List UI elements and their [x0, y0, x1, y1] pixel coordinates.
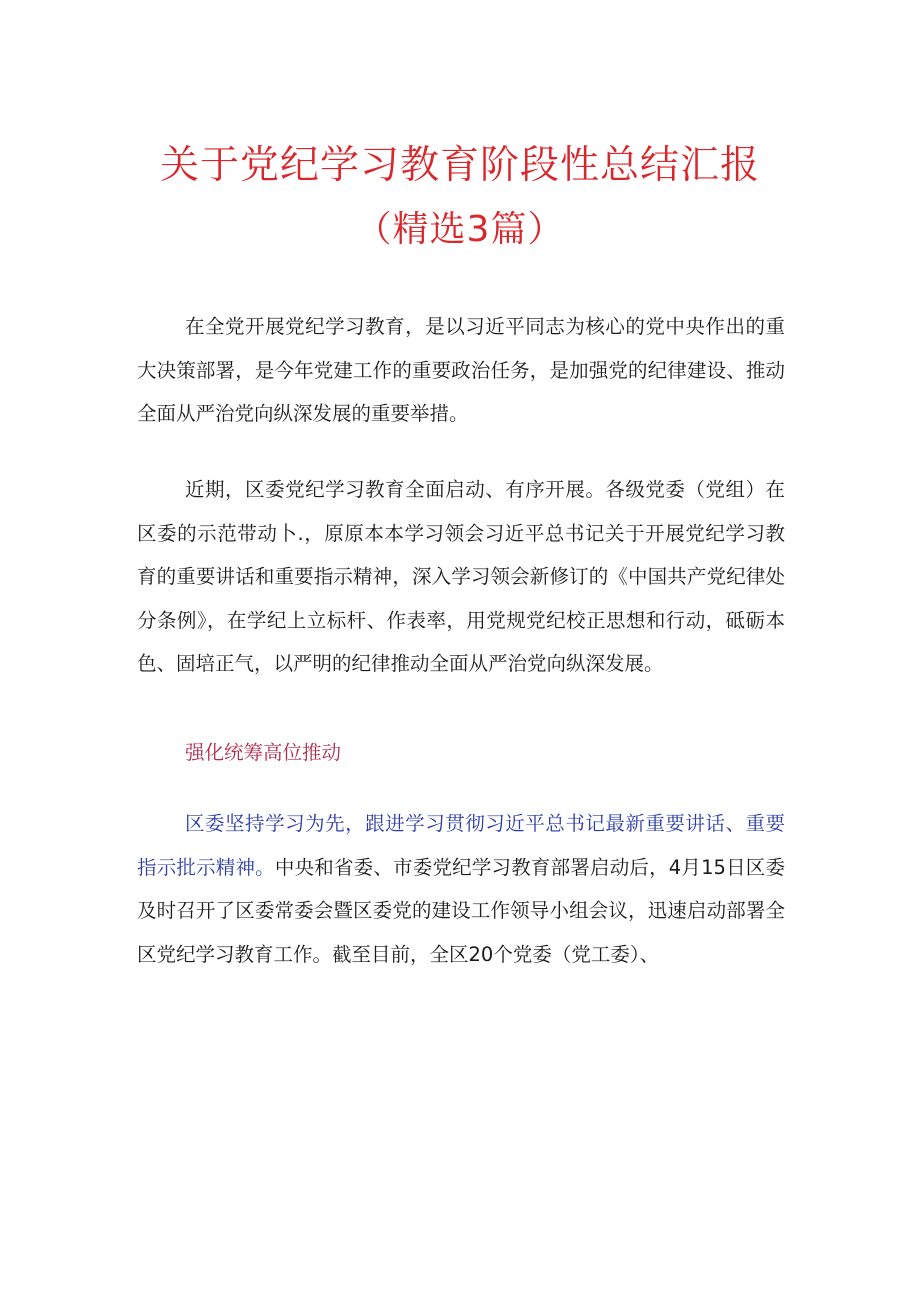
document-subtitle: （精选3篇）	[355, 209, 565, 250]
paragraph-progress: 近期，区委党纪学习教育全面启动、有序开展。各级党委（党组）在区委的示范带动卜.，原原本本学习领会习近平总书记关于开展党纪学习教育的重要讲话和重要指示精神，深入学习领会新修订的《中国共产党纪律处分条例》，在学纪上立标杆、作表率，用党规党纪校正思想和行动，砥砺本色、固培正气，以严明的纪律推动全面从严治党向纵深发展。	[137, 478, 785, 675]
paragraph-section-body	[137, 802, 785, 976]
body-sentence: 中央和省委、市委党纪学习教育部署启动后，4月15日区委及时召开了区委常委会暨区委党的建设工作领导小组会议，迅速启动部署全区党纪学习教育工作。截至目前，全区20个党委（党工委）、	[137, 855, 785, 966]
document-title: 关于党纪学习教育阶段性总结汇报	[159, 143, 760, 188]
highlighted-sentence: 区委坚持学习为先，跟进学习贯彻习近平总书记最新重要讲话、重要指示批示精神。	[137, 812, 785, 879]
paragraph-intro: 在全党开展党纪学习教育，是以习近平同志为核心的党中央作出的重大决策部署，是今年党建工作的重要政治任务，是加强党的纪律建设、推动全面从严治党向纵深发展的重要举措。	[137, 315, 785, 425]
section-heading: 强化统筹高位推动	[185, 741, 342, 764]
